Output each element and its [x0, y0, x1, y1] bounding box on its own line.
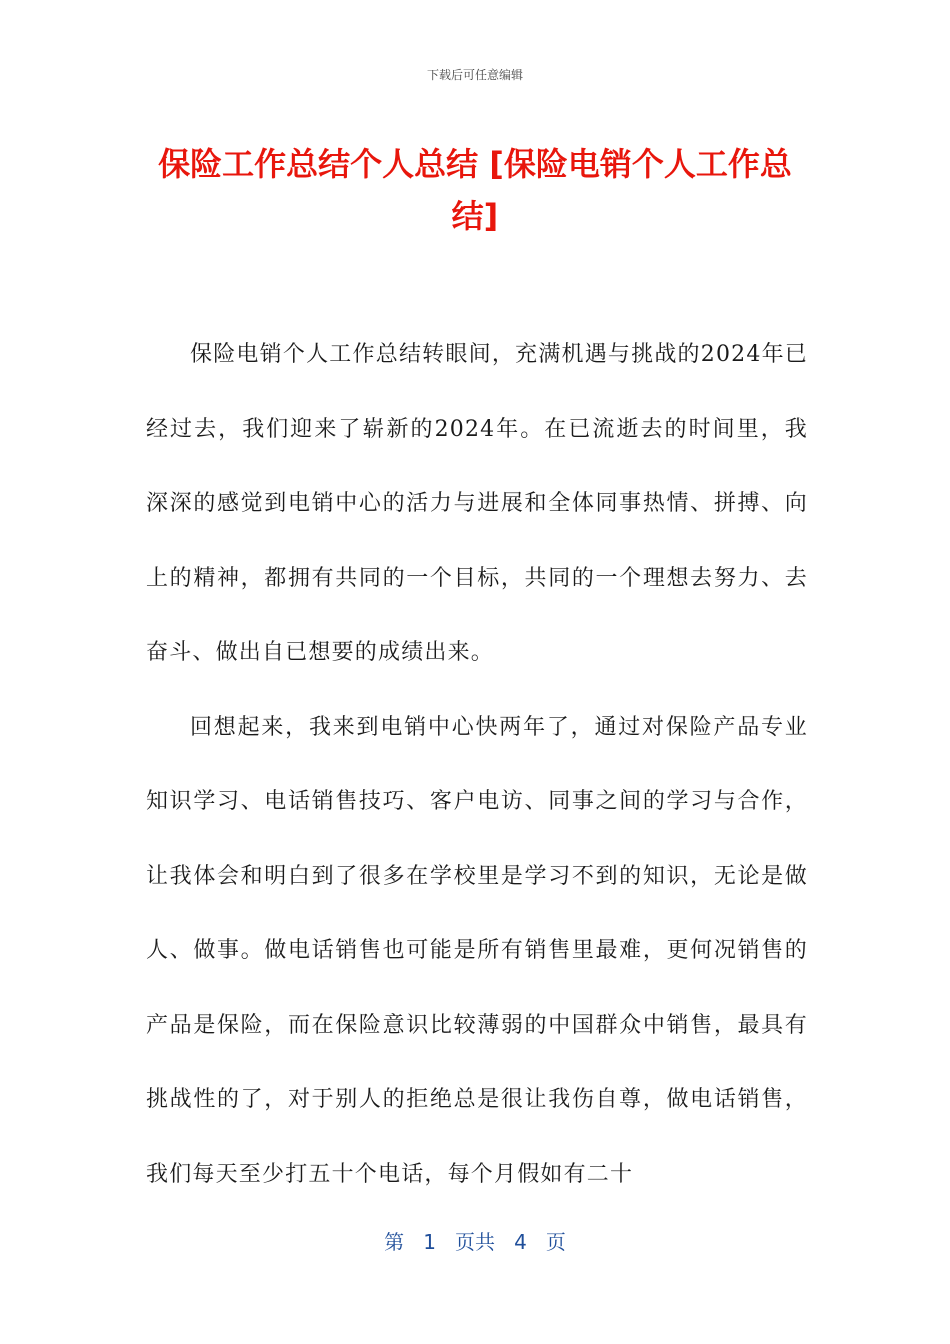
footer-middle: 页共	[455, 1230, 495, 1254]
paragraph: 回想起来，我来到电销中心快两年了，通过对保险产品专业知识学习、电话销售技巧、客户电访、同事之间的学习与合作，让我体会和明白到了很多在学校里是学习不到的知识，无论是做人、做事。做电话销售也可能是所有销售里最难，更何况销售的产品是保险，而在保险意识比较薄弱的中国群众中销售，最具有挑战性的了，对于别人的拒绝总是很让我伤自尊，做电话销售，我们每天至少打五十个电话，每个月假如有二十	[146, 714, 808, 1187]
paragraph: 保险电销个人工作总结转眼间，充满机遇与挑战的2024年已经过去，我们迎来了崭新的2024年。在已流逝去的时间里，我深深的感觉到电销中心的活力与进展和全体同事热情、拼搏、向上的精神，都拥有共同的一个目标，共同的一个理想去努力、去奋斗、做出自已想要的成绩出来。	[146, 342, 808, 665]
document-body	[146, 318, 808, 1212]
header-note: 下载后可任意编辑	[426, 68, 523, 82]
document-title: 保险工作总结个人总结 [保险电销个人工作总结]	[158, 145, 792, 235]
footer-prefix: 第	[384, 1230, 405, 1254]
page-footer	[0, 1226, 950, 1255]
total-pages-number: 4	[514, 1230, 527, 1254]
footer-suffix: 页	[545, 1230, 566, 1254]
current-page-number: 1	[423, 1230, 436, 1254]
